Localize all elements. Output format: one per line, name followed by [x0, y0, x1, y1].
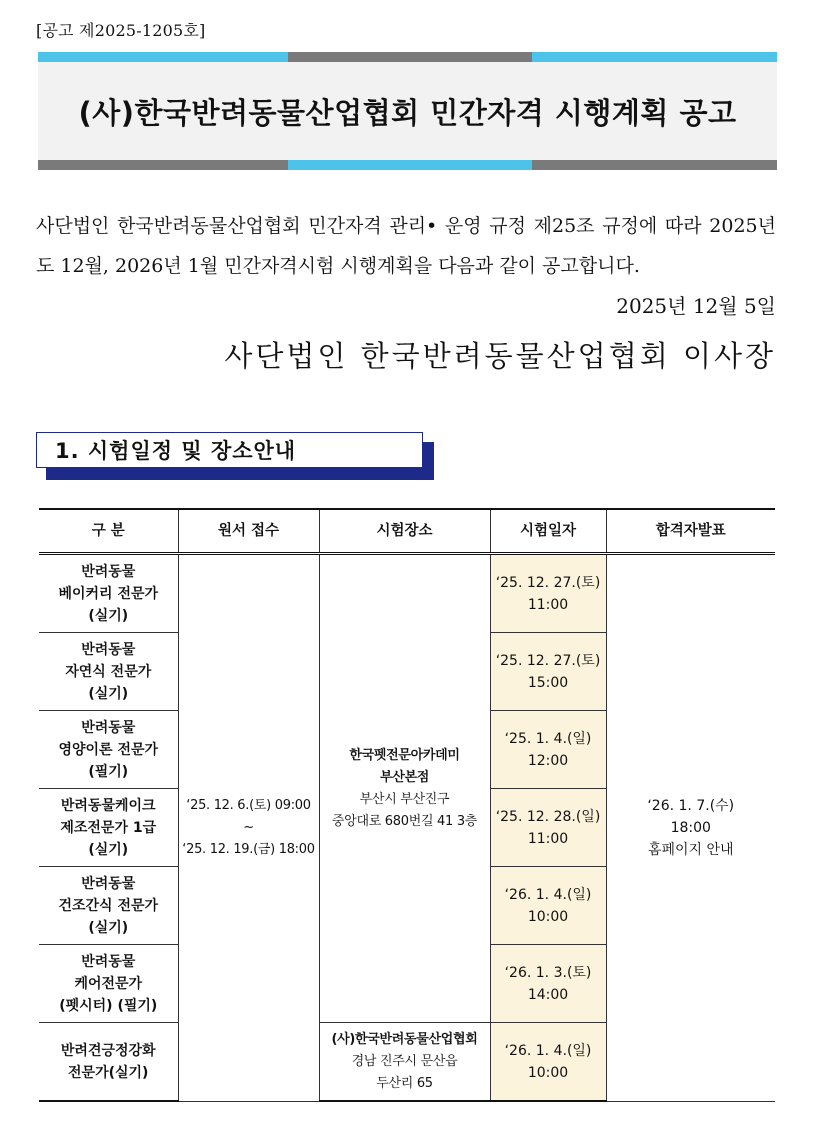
header-exam-date: 시험일자 — [490, 509, 606, 554]
header-category: 구 분 — [39, 509, 178, 554]
category-cell: 반려견긍정강화 전문가(실기) — [39, 1023, 178, 1102]
section-heading: 1. 시험일정 및 장소안내 — [36, 432, 423, 468]
category-cell: 반려동물 베이커리 전문가 (실기) — [39, 554, 178, 633]
category-cell: 반려동물 자연식 전문가 (실기) — [39, 633, 178, 711]
notice-number: [공고 제2025-1205호] — [36, 21, 206, 40]
category-cell: 반려동물 케어전문가 (펫시터) (필기) — [39, 945, 178, 1023]
title-bottom-bar — [38, 160, 777, 170]
notice-date: 2025년 12월 5일 — [616, 294, 776, 318]
category-cell: 반려동물 건조간식 전문가 (실기) — [39, 867, 178, 945]
venue-cell: (사)한국반려동물산업협회 경남 진주시 문산읍 두산리 65 — [319, 1023, 490, 1102]
application-period-cell: ‘25. 12. 6.(토) 09:00 ~ ‘25. 12. 19.(금) 18:00 — [178, 554, 319, 1102]
title-top-bar — [38, 52, 777, 62]
category-cell: 반려동물케이크 제조전문가 1급 (실기) — [39, 789, 178, 867]
category-cell: 반려동물 영양이론 전문가 (필기) — [39, 711, 178, 789]
exam-date-cell: ‘25. 12. 28.(일) 11:00 — [490, 789, 606, 867]
intro-paragraph: 사단법인 한국반려동물산업협회 민간자격 관리• 운영 규정 제25조 규정에 따라 2025년도 12월, 2026년 1월 민간자격시험 시행계획을 다음과 같이 공고합니다. — [36, 215, 776, 277]
issuer-signature: 사단법인 한국반려동물산업협회 이사장 — [224, 339, 776, 373]
section-heading-box — [36, 432, 434, 480]
header-venue: 시험장소 — [319, 509, 490, 554]
header-result: 합격자발표 — [606, 509, 775, 554]
title-banner — [38, 52, 777, 173]
exam-date-cell: ‘26. 1. 3.(토) 14:00 — [490, 945, 606, 1023]
schedule-table — [39, 508, 775, 1102]
table-row — [39, 554, 775, 633]
exam-date-cell: ‘26. 1. 4.(일) 10:00 — [490, 1023, 606, 1102]
exam-date-cell: ‘26. 1. 4.(일) 10:00 — [490, 867, 606, 945]
announcement-cell: ‘26. 1. 7.(수) 18:00 홈페이지 안내 — [606, 554, 775, 1102]
table-header-row — [39, 509, 775, 554]
venue-cell: 한국펫전문아카데미 부산본점 부산시 부산진구 중앙대로 680번길 41 3층 — [319, 554, 490, 1023]
exam-date-cell: ‘25. 12. 27.(토) 15:00 — [490, 633, 606, 711]
exam-date-cell: ‘25. 12. 27.(토) 11:00 — [490, 554, 606, 633]
exam-date-cell: ‘25. 1. 4.(일) 12:00 — [490, 711, 606, 789]
header-application: 원서 접수 — [178, 509, 319, 554]
page-title: (사)한국반려동물산업협회 민간자격 시행계획 공고 — [78, 95, 737, 130]
